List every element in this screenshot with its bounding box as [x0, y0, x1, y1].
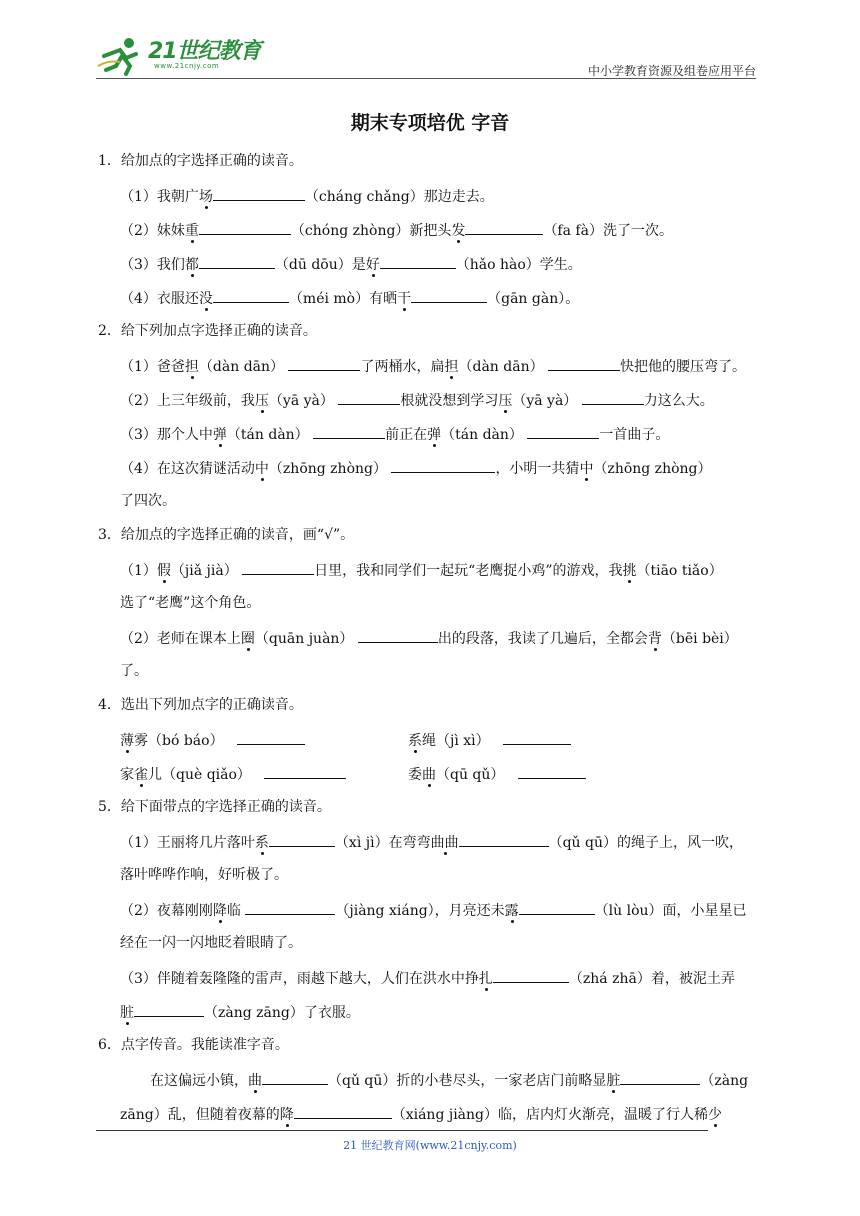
- text: （1）: [120, 563, 157, 579]
- question-line: [98, 184, 762, 218]
- text: （chóng zhòng）新把头: [290, 223, 452, 239]
- question-heading: 6．点字传音。我能读准字音。: [98, 1037, 289, 1053]
- answer-blank[interactable]: [380, 252, 456, 269]
- dotted-char: 担: [184, 359, 199, 375]
- question-line: [98, 354, 762, 388]
- dotted-char: 曲: [422, 767, 436, 783]
- platform-name: 中小学教育资源及组卷应用平台: [587, 64, 756, 78]
- question-line: [98, 830, 762, 864]
- text: （hǎo hào）学生。: [455, 257, 582, 273]
- question-4: [98, 694, 762, 796]
- dotted-char: 压: [254, 393, 269, 409]
- text: （3）我们: [120, 257, 185, 273]
- dotted-char: 发: [451, 223, 466, 239]
- page-header: [96, 30, 756, 82]
- worksheet: [98, 150, 762, 1136]
- text: 临: [226, 903, 241, 919]
- text: （4）衣服还: [120, 291, 199, 307]
- text: 一首曲子。: [599, 427, 670, 443]
- answer-blank[interactable]: [242, 558, 314, 575]
- question-line: [98, 558, 762, 592]
- footer-link[interactable]: 21 世纪教育网(www.21cnjy.com): [343, 1139, 517, 1152]
- question-line-continued: 落叶哗哗作响，好听极了。: [120, 867, 288, 883]
- text: （tán dàn）: [441, 427, 523, 443]
- text: 了两桶水，扁: [360, 359, 445, 375]
- answer-blank[interactable]: [213, 286, 289, 303]
- text: （zàng: [700, 1073, 749, 1089]
- answer-blank[interactable]: [213, 184, 305, 201]
- question-6: [98, 1034, 762, 1136]
- text: （1）王丽将几片落叶: [120, 835, 255, 851]
- dotted-char: 降: [279, 1107, 294, 1123]
- text: （méi mò）有晒: [288, 291, 398, 307]
- answer-blank[interactable]: [518, 762, 586, 779]
- question-heading: 1．给加点的字选择正确的读音。: [98, 153, 303, 169]
- text: 绳（jì xì）: [422, 733, 490, 749]
- question-heading: 2．给下列加点字选择正确的读音。: [98, 323, 317, 339]
- text: （yā yà）: [268, 393, 334, 409]
- text: 出的段落，我读了几遍后，全都会: [437, 631, 648, 647]
- question-line: [98, 1068, 762, 1102]
- dotted-char: 圈: [240, 631, 255, 647]
- answer-blank[interactable]: [237, 728, 305, 745]
- text: 前正在: [385, 427, 428, 443]
- text: （1）我朝广: [120, 189, 199, 205]
- dotted-char: 曲: [248, 1073, 262, 1089]
- text: 家: [120, 767, 134, 783]
- question-line: [98, 388, 762, 422]
- question-line-continued: 了四次。: [120, 493, 176, 509]
- question-line-continued: [98, 1000, 762, 1034]
- answer-blank[interactable]: [269, 830, 335, 847]
- text: （zhōng zhòng）: [268, 461, 387, 477]
- logo-url: www.21cnjy.com: [154, 62, 220, 70]
- question-line-continued: 选了“老鹰”这个角色。: [120, 595, 261, 611]
- question-line: [98, 762, 762, 796]
- dotted-char: 中: [579, 461, 594, 477]
- answer-blank[interactable]: [199, 218, 291, 235]
- question-line: [98, 966, 762, 1000]
- text: （2）妹妹: [120, 223, 185, 239]
- text: （jiàng xiáng），月亮还未: [335, 903, 505, 919]
- text: （jiǎ jià）: [170, 563, 238, 579]
- text: （2）上三年级前，我: [120, 393, 255, 409]
- footer-divider: [96, 1130, 708, 1131]
- text: （xiáng jiàng）临，店内灯火渐亮，温暖了行人稀: [391, 1107, 708, 1123]
- text: （lù lòu）面，小星星已: [594, 903, 747, 919]
- text: （dàn dān）: [198, 359, 285, 375]
- question-line: [98, 422, 762, 456]
- runner-logo-icon: [96, 36, 146, 76]
- dotted-char: 好: [365, 257, 380, 273]
- text: 雾（bó báo）: [134, 733, 224, 749]
- question-line: [98, 252, 762, 286]
- text: 委: [408, 767, 422, 783]
- answer-blank[interactable]: [288, 354, 360, 371]
- text: 在这偏远小镇，: [150, 1073, 248, 1089]
- dotted-char: 脏: [120, 1005, 134, 1021]
- text: （dū dōu）是: [274, 257, 366, 273]
- dotted-char: 雀: [134, 767, 148, 783]
- text: ，小明一共猜: [495, 461, 580, 477]
- text: （4）在这次猜谜活动: [120, 461, 255, 477]
- answer-blank[interactable]: [503, 728, 571, 745]
- text: （2）夜幕刚刚: [120, 903, 213, 919]
- question-heading: 4．选出下列加点字的正确读音。: [98, 697, 303, 713]
- text: （2）老师在课本上: [120, 631, 241, 647]
- answer-blank[interactable]: [527, 422, 599, 439]
- text: （qǔ qū）折的小巷尽头，一家老店门前略显: [328, 1073, 607, 1089]
- question-line-continued: 经在一闪一闪地眨着眼睛了。: [120, 935, 302, 951]
- page-title: 期末专项培优 字音: [350, 112, 510, 134]
- text: （tán dàn）: [226, 427, 309, 443]
- text: （quān juàn）: [254, 631, 354, 647]
- text: （zàng zāng）了衣服。: [204, 1005, 360, 1021]
- dotted-char: 曲曲: [430, 835, 459, 851]
- dotted-char: 系: [254, 835, 269, 851]
- text: （3）伴随着轰隆隆的雷声，雨越下越大，人们在洪水中挣: [120, 971, 479, 987]
- question-3: [98, 524, 762, 694]
- text: （qū qǔ）: [436, 767, 505, 783]
- dotted-char: 场: [198, 189, 213, 205]
- dotted-char: 干: [397, 291, 412, 307]
- text: （zhōng zhòng）: [593, 461, 712, 477]
- answer-blank[interactable]: [358, 626, 438, 643]
- answer-blank[interactable]: [313, 422, 385, 439]
- dotted-char: 弹: [427, 427, 442, 443]
- dotted-char: 弹: [212, 427, 227, 443]
- text: （bēi bèi）: [661, 631, 738, 647]
- dotted-char: 系: [408, 733, 422, 749]
- answer-blank[interactable]: [294, 1102, 392, 1119]
- question-line-continued: 了。: [120, 663, 148, 679]
- text: （cháng chǎng）那边走去。: [304, 189, 494, 205]
- dotted-char: 降: [212, 903, 227, 919]
- text: 根就没想到学习: [400, 393, 499, 409]
- answer-blank[interactable]: [134, 1000, 204, 1017]
- text: （3）那个人中: [120, 427, 213, 443]
- text: 力这么大。: [643, 393, 714, 409]
- dotted-char: 没: [198, 291, 213, 307]
- answer-blank[interactable]: [465, 218, 543, 235]
- dotted-char: 中: [254, 461, 269, 477]
- text: （yā yà）: [512, 393, 578, 409]
- question-line: [98, 286, 762, 320]
- text: （1）爸爸: [120, 359, 185, 375]
- text: （tiāo tiǎo）: [636, 563, 723, 579]
- question-2: [98, 320, 762, 524]
- text: （qǔ qū）的绳子上，风一吹，: [548, 835, 743, 851]
- text: 儿（què qiǎo）: [148, 767, 251, 783]
- answer-blank[interactable]: [493, 966, 569, 983]
- answer-blank[interactable]: [262, 1068, 328, 1085]
- dotted-char: 背: [647, 631, 662, 647]
- text: （fa fà）洗了一次。: [543, 223, 673, 239]
- text: zāng）乱，但随着夜幕的: [120, 1107, 280, 1123]
- dotted-char: 担: [444, 359, 459, 375]
- answer-blank[interactable]: [411, 286, 487, 303]
- question-1: [98, 150, 762, 320]
- dotted-char: 少: [708, 1107, 722, 1123]
- question-line: [98, 218, 762, 252]
- text: 日里，我和同学们一起玩“老鹰捉小鸡”的游戏，我: [314, 563, 623, 579]
- question-heading: 3．给加点的字选择正确的读音，画“√”。: [98, 527, 355, 543]
- dotted-char: 压: [498, 393, 513, 409]
- answer-blank[interactable]: [245, 898, 335, 915]
- text: （xì jì）在弯弯: [334, 835, 431, 851]
- answer-blank[interactable]: [519, 898, 595, 915]
- answer-blank[interactable]: [620, 1068, 700, 1085]
- text: （dàn dān）: [458, 359, 544, 375]
- answer-blank[interactable]: [582, 388, 644, 405]
- text: （zhá zhā）着，被泥土弄: [568, 971, 735, 987]
- text: （gān gàn）。: [487, 291, 580, 307]
- dotted-char: 都: [184, 257, 199, 273]
- question-line: [98, 728, 762, 762]
- logo-text: 21世纪教育: [148, 39, 261, 64]
- dotted-char: 重: [184, 223, 199, 239]
- answer-blank[interactable]: [338, 388, 400, 405]
- question-line: [98, 626, 762, 660]
- dotted-char: 假: [156, 563, 171, 579]
- question-heading: 5．给下面带点的字选择正确的读音。: [98, 799, 331, 815]
- question-5: [98, 796, 762, 1034]
- dotted-char: 扎: [478, 971, 493, 987]
- dotted-char: 露: [504, 903, 519, 919]
- answer-blank[interactable]: [264, 762, 346, 779]
- answer-blank[interactable]: [199, 252, 275, 269]
- dotted-char: 脏: [606, 1073, 621, 1089]
- dotted-char: 挑: [622, 563, 637, 579]
- question-line: [98, 456, 762, 490]
- answer-blank[interactable]: [548, 354, 620, 371]
- header-divider: [96, 78, 756, 79]
- text: 快把他的腰压弯了。: [620, 359, 747, 375]
- dotted-char: 薄: [120, 733, 134, 749]
- question-line: [98, 898, 762, 932]
- answer-blank[interactable]: [391, 456, 495, 473]
- answer-blank[interactable]: [459, 830, 549, 847]
